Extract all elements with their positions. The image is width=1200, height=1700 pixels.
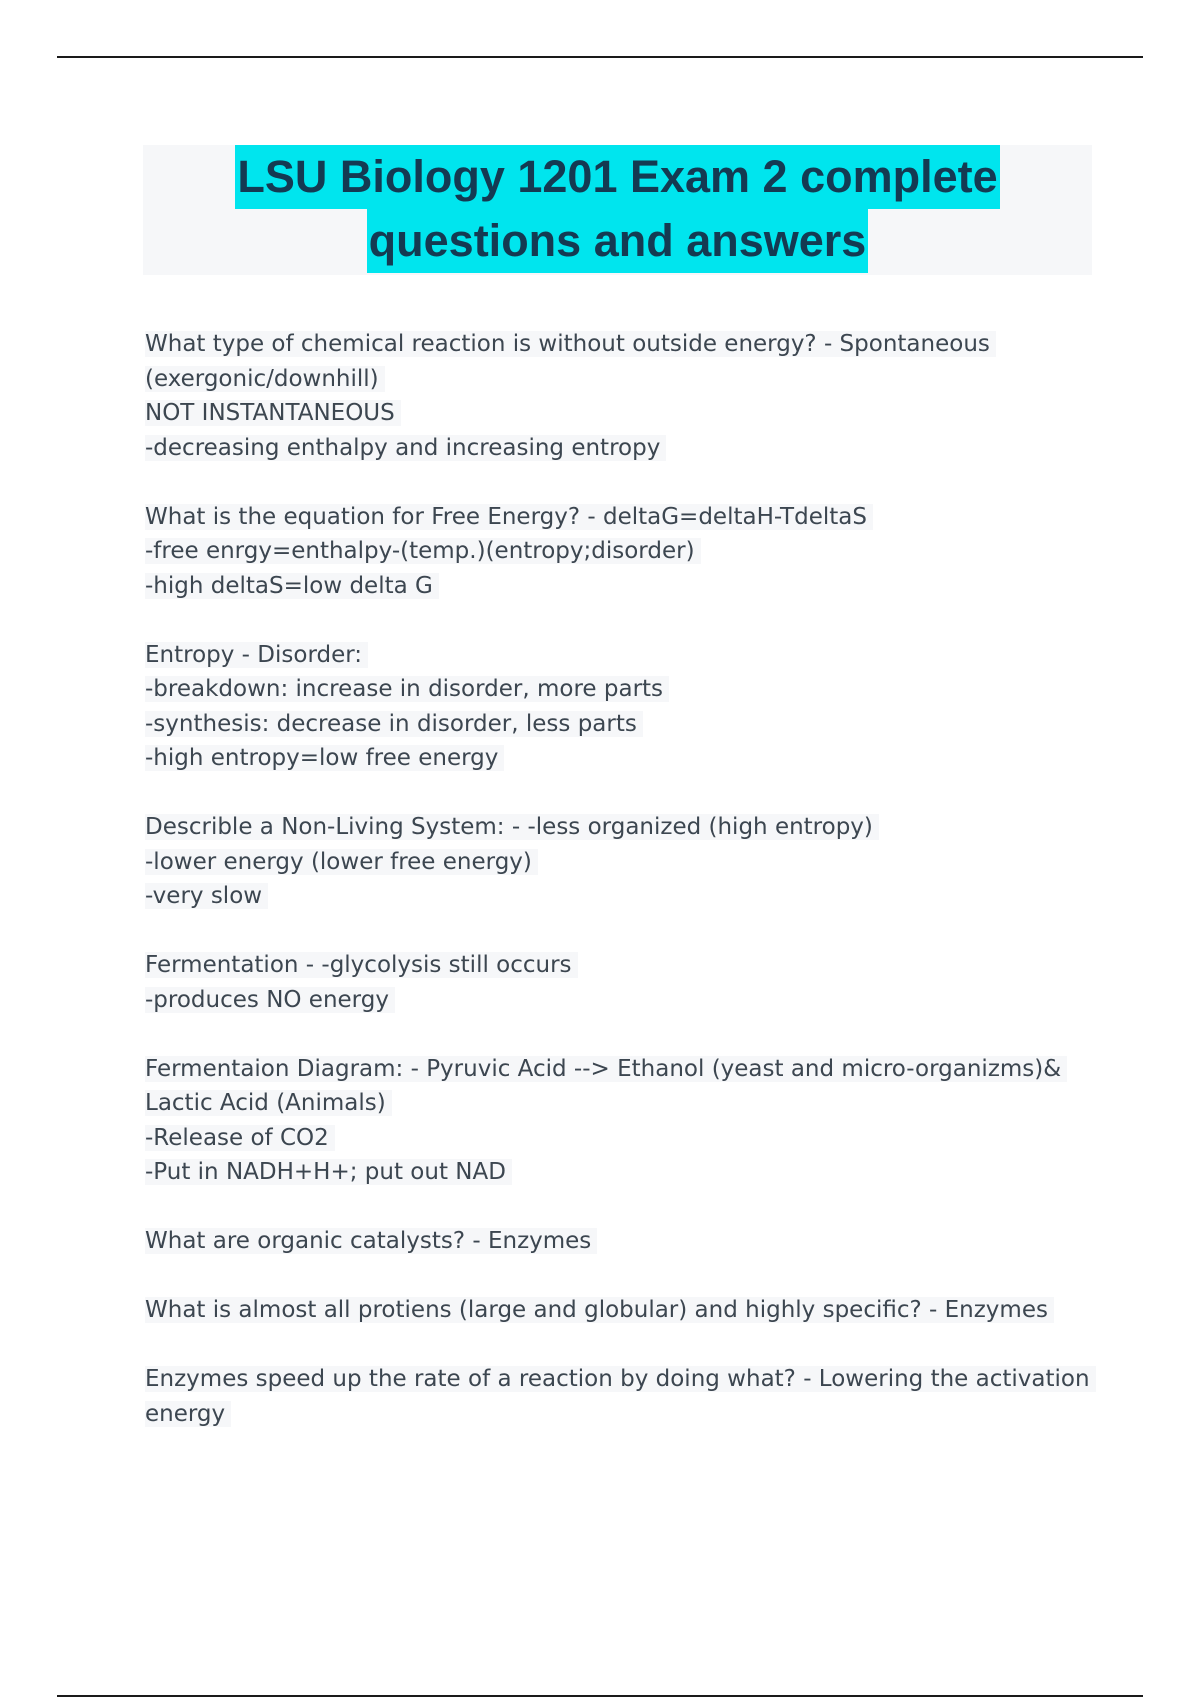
entry-line: -decreasing enthalpy and increasing entropy <box>145 431 1105 466</box>
entry-line: energy <box>145 1397 1105 1432</box>
entry-line: -high entropy=low free energy <box>145 741 1105 776</box>
entry-line: Entropy - Disorder: <box>145 638 1105 673</box>
entry-line: -free enrgy=enthalpy-(temp.)(entropy;disorder) <box>145 534 1105 569</box>
entry-line: -very slow <box>145 879 1105 914</box>
entry-line: (exergonic/downhill) <box>145 362 1105 397</box>
entry-line: -synthesis: decrease in disorder, less parts <box>145 707 1105 742</box>
entry-line: What type of chemical reaction is without outside energy? - Spontaneous <box>145 327 1105 362</box>
entry-line: -Put in NADH+H+; put out NAD <box>145 1155 1105 1190</box>
entry-line: Fermentaion Diagram: - Pyruvic Acid --> Ethanol (yeast and micro-organizms)& <box>145 1052 1105 1087</box>
footer-rule <box>57 1695 1143 1697</box>
qa-entry <box>145 948 1105 1017</box>
entry-line: -high deltaS=low delta G <box>145 569 1105 604</box>
entry-line: Enzymes speed up the rate of a reaction by doing what? - Lowering the activation <box>145 1362 1105 1397</box>
qa-entry <box>145 1224 1105 1259</box>
qa-entry <box>145 1052 1105 1190</box>
entry-line: What is almost all protiens (large and globular) and highly specific? - Enzymes <box>145 1293 1105 1328</box>
entry-line: What is the equation for Free Energy? - deltaG=deltaH-TdeltaS <box>145 500 1105 535</box>
entry-line: Describle a Non-Living System: - -less organized (high entropy) <box>145 810 1105 845</box>
entry-line: Fermentation - -glycolysis still occurs <box>145 948 1105 983</box>
qa-list <box>145 327 1105 1466</box>
entry-line: -produces NO energy <box>145 983 1105 1018</box>
qa-entry <box>145 810 1105 914</box>
title-line-1: LSU Biology 1201 Exam 2 complete <box>235 145 999 209</box>
entry-line: NOT INSTANTANEOUS <box>145 396 1105 431</box>
entry-line: -Release of CO2 <box>145 1121 1105 1156</box>
qa-entry <box>145 500 1105 604</box>
qa-entry <box>145 1293 1105 1328</box>
title-line-2: questions and answers <box>367 209 869 273</box>
entry-line: -lower energy (lower free energy) <box>145 845 1105 880</box>
entry-line: Lactic Acid (Animals) <box>145 1086 1105 1121</box>
entry-line: What are organic catalysts? - Enzymes <box>145 1224 1105 1259</box>
document-title <box>143 145 1092 275</box>
entry-line: -breakdown: increase in disorder, more parts <box>145 672 1105 707</box>
header-rule <box>57 56 1143 58</box>
qa-entry <box>145 638 1105 776</box>
qa-entry <box>145 1362 1105 1431</box>
qa-entry <box>145 327 1105 465</box>
